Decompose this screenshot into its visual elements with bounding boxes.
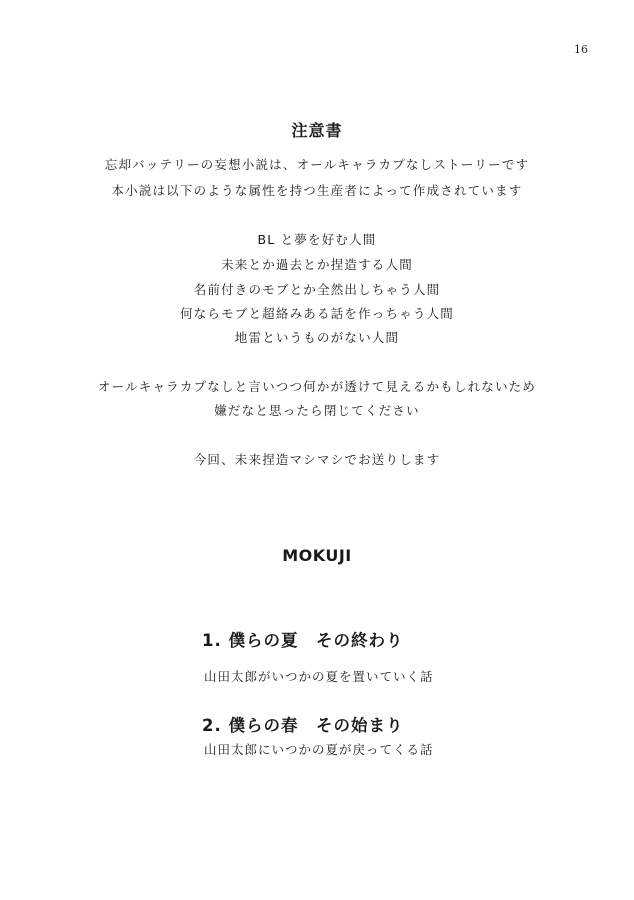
notice-line: BL と夢を好む人間: [257, 232, 377, 247]
notice-title: 注意書: [291, 121, 343, 140]
notice-line: オールキャラカプなしと言いつつ何かが透けて見えるかもしれないため: [97, 379, 537, 394]
notice-line: 本小説は以下のような属性を持つ生産者によって作成されています: [111, 183, 523, 198]
chapter-title: 2. 僕らの春 その始まり: [202, 716, 404, 735]
chapter-summary: 山田太郎にいつかの夏が戻ってくる話: [204, 742, 434, 757]
notice-line: 名前付きのモブとか全然出しちゃう人間: [193, 282, 441, 297]
mokuji-title: MOKUJI: [282, 546, 352, 565]
notice-line: 地雷というものがない人間: [234, 330, 400, 345]
notice-line: 嫌だなと思ったら閉じてください: [214, 403, 420, 418]
notice-line: 未来とか過去とか捏造する人間: [221, 257, 413, 272]
chapter-summary: 山田太郎がいつかの夏を置いていく話: [204, 669, 434, 684]
notice-line: 忘却バッテリーの妄想小説は、オールキャラカプなしストーリーです: [104, 157, 530, 172]
notice-line: 何ならモブと超絡みある話を作っちゃう人間: [179, 306, 454, 321]
page-number: 16: [574, 43, 588, 56]
notice-line: 今回、未来捏造マシマシでお送りします: [193, 452, 441, 467]
chapter-title: 1. 僕らの夏 その終わり: [202, 631, 404, 650]
